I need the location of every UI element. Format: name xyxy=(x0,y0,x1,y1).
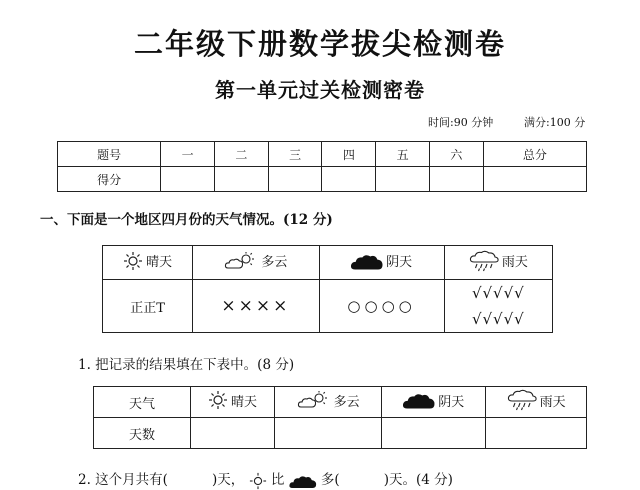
fill-label-overcast: 阴天 xyxy=(438,394,465,410)
score-blank[interactable] xyxy=(215,167,269,192)
page-subtitle: 第一单元过关检测密卷 xyxy=(215,78,425,102)
days-blank-rainy[interactable] xyxy=(486,418,587,449)
score-cell: 一 xyxy=(161,142,215,167)
days-blank-overcast[interactable] xyxy=(382,418,486,449)
partly-cloudy-icon xyxy=(297,390,331,410)
sun-icon xyxy=(249,472,267,490)
sub2-part5: )天。(4 分) xyxy=(383,472,453,488)
sub-question-2 xyxy=(78,468,453,490)
fill-header-cloudy xyxy=(274,387,381,418)
dark-cloud-icon xyxy=(289,472,317,490)
score-blank[interactable] xyxy=(483,167,586,192)
sub-question-1: 1. 把记录的结果填在下表中。(8 分) xyxy=(78,357,295,373)
fill-row2-label: 天数 xyxy=(94,418,191,449)
weather-header-sunny xyxy=(103,246,193,280)
days-blank-cloudy[interactable] xyxy=(274,418,381,449)
weather-header-row xyxy=(103,246,553,280)
weather-header-overcast xyxy=(319,246,444,280)
dark-cloud-icon xyxy=(403,390,435,410)
fill-header-sunny xyxy=(191,387,275,418)
weather-record-row xyxy=(103,280,553,333)
score-cell: 六 xyxy=(429,142,483,167)
fill-label-cloudy: 多云 xyxy=(333,394,360,410)
exam-time: 时间:90 分钟 xyxy=(428,116,494,129)
score-blank[interactable] xyxy=(161,167,215,192)
score-table-score-row xyxy=(58,167,587,192)
sun-icon xyxy=(123,251,143,271)
weather-label-sunny: 晴天 xyxy=(146,255,173,270)
fill-header-overcast xyxy=(382,387,486,418)
weather-label-cloudy: 多云 xyxy=(261,255,288,270)
score-blank[interactable] xyxy=(376,167,430,192)
score-table-header-row xyxy=(58,142,587,167)
score-cell: 二 xyxy=(215,142,269,167)
fill-label-sunny: 晴天 xyxy=(230,394,257,410)
weather-header-cloudy xyxy=(193,246,319,280)
sub2-part1: 2. 这个月共有( xyxy=(78,472,168,488)
fill-label-rainy: 雨天 xyxy=(539,394,566,410)
score-blank[interactable] xyxy=(268,167,322,192)
score-cell: 五 xyxy=(376,142,430,167)
record-overcast: ○○○○ xyxy=(319,280,444,333)
sun-icon xyxy=(208,390,228,410)
score-cell: 三 xyxy=(268,142,322,167)
weather-header-rainy xyxy=(444,246,552,280)
score-blank[interactable] xyxy=(429,167,483,192)
fill-header-rainy xyxy=(486,387,587,418)
question-1-prompt: 一、下面是一个地区四月份的天气情况。(12 分) xyxy=(40,212,333,228)
weather-label-rainy: 雨天 xyxy=(501,255,528,270)
days-blank-sunny[interactable] xyxy=(191,418,275,449)
weather-label-overcast: 阴天 xyxy=(386,255,413,270)
sub2-part4: 多( xyxy=(320,472,340,488)
rain-cloud-icon xyxy=(507,389,537,411)
fill-header-row xyxy=(94,387,587,418)
record-rainy-line-2: √√√√√ xyxy=(471,310,525,328)
score-cell: 题号 xyxy=(58,142,161,167)
fill-days-row xyxy=(94,418,587,449)
record-cloudy: ×××× xyxy=(193,280,319,333)
rain-cloud-icon xyxy=(469,250,499,272)
weather-record-table xyxy=(102,245,553,333)
fill-row1-label: 天气 xyxy=(94,387,191,418)
score-blank[interactable] xyxy=(322,167,376,192)
record-rainy-line-1: √√√√√ xyxy=(471,284,525,302)
record-sunny: 正正T xyxy=(103,280,193,333)
partly-cloudy-icon xyxy=(224,251,258,271)
full-score: 满分:100 分 xyxy=(524,116,586,129)
score-cell: 总分 xyxy=(483,142,586,167)
sub2-part3: 比 xyxy=(270,472,285,488)
record-rainy xyxy=(444,280,552,333)
score-row-label: 得分 xyxy=(58,167,161,192)
sub2-part2: )天， xyxy=(211,472,245,488)
weather-days-table xyxy=(93,386,587,449)
page-title: 二年级下册数学拔尖检测卷 xyxy=(133,27,506,61)
score-table xyxy=(57,141,587,192)
score-cell: 四 xyxy=(322,142,376,167)
dark-cloud-icon xyxy=(351,251,383,271)
